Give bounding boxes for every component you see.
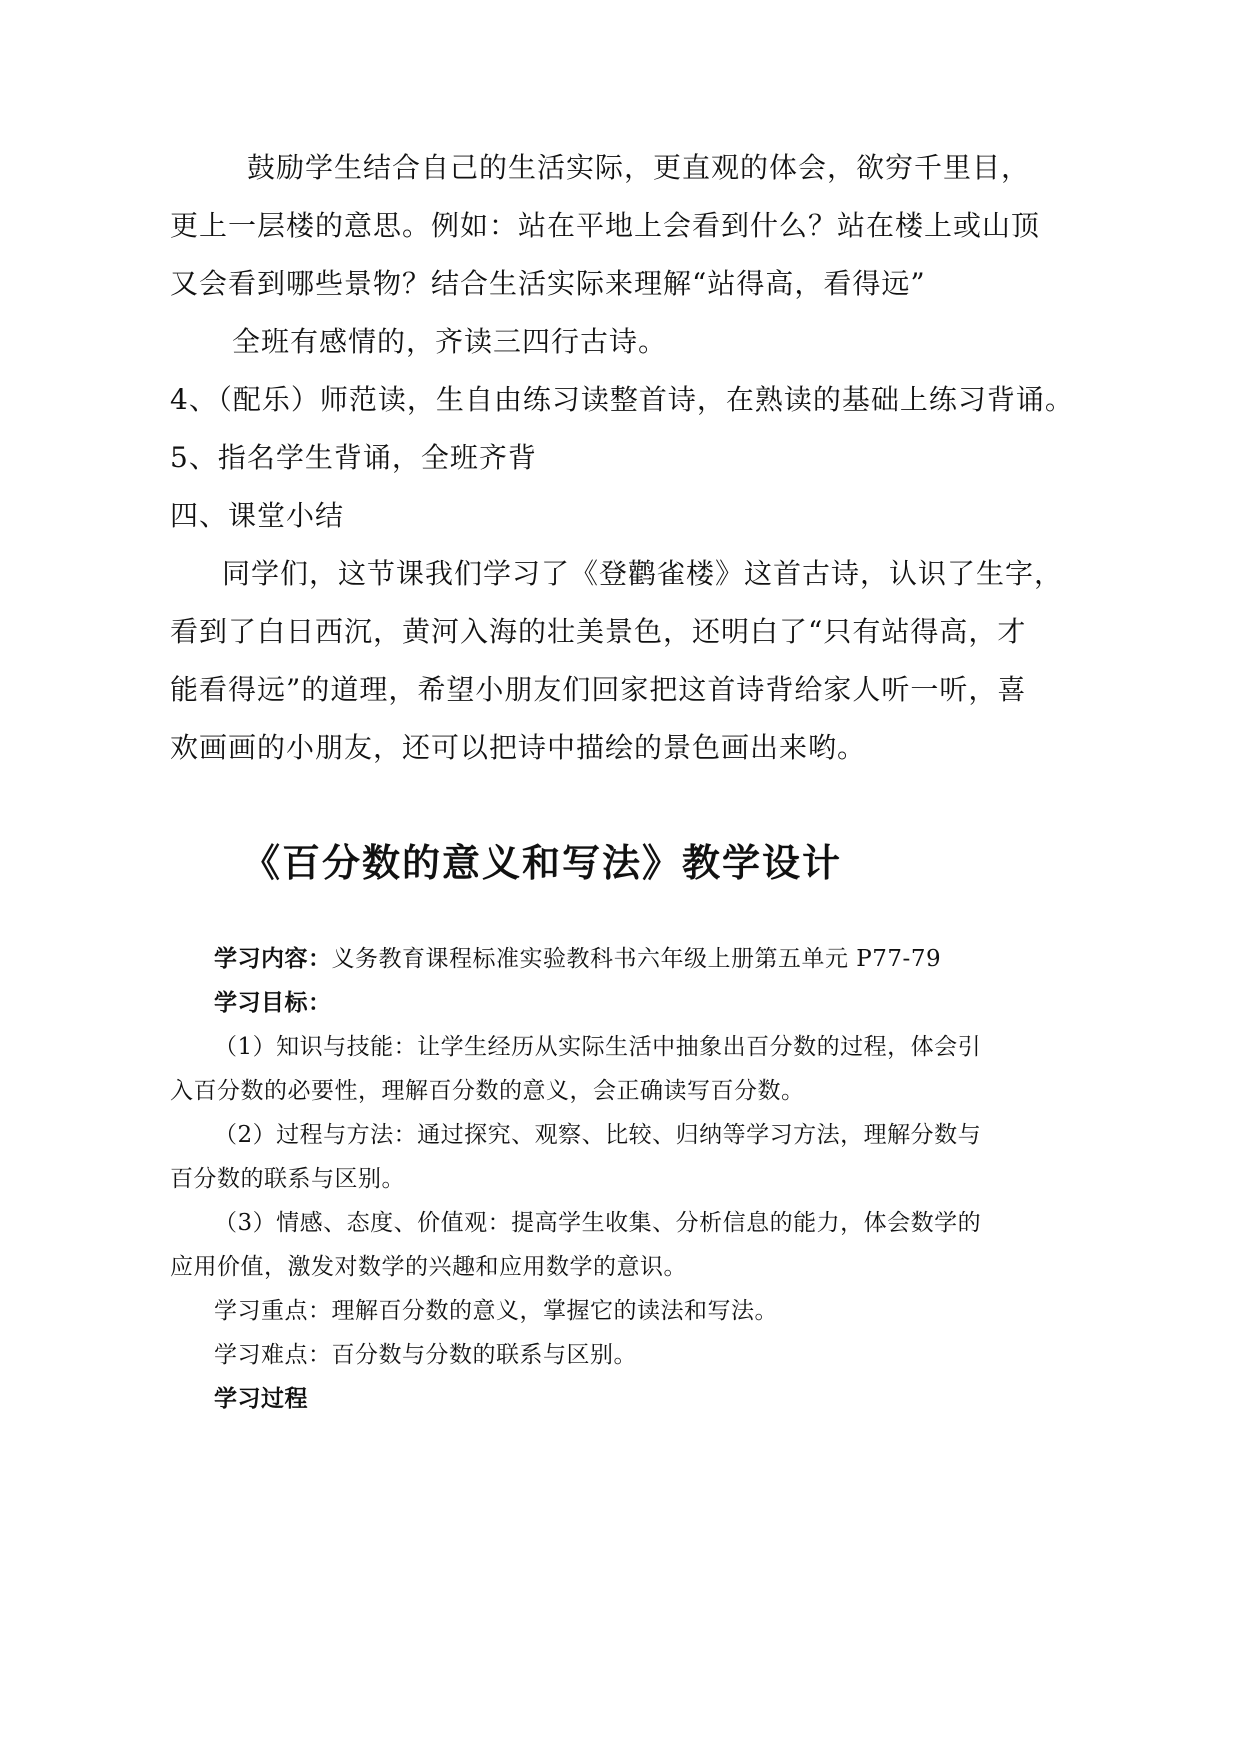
learning-content-label: 学习内容： bbox=[214, 946, 332, 972]
difficulty: 学习难点：百分数与分数的联系与区别。 bbox=[214, 1342, 637, 1368]
learning-content-value: 义务教育课程标准实验教科书六年级上册第五单元 P77-79 bbox=[331, 946, 942, 972]
summary-line: 能看得远”的道理，希望小朋友们回家把这首诗背给家人听一听，喜 bbox=[170, 673, 1027, 706]
goal-line: 应用价值，激发对数学的兴趣和应用数学的意识。 bbox=[170, 1254, 687, 1280]
paragraph-line: 又会看到哪些景物？结合生活实际来理解“站得高，看得远” bbox=[170, 267, 926, 300]
section-heading: 四、课堂小结 bbox=[170, 499, 345, 532]
learning-goals-label: 学习目标： bbox=[214, 990, 332, 1016]
key-point: 学习重点：理解百分数的意义，掌握它的读法和写法。 bbox=[214, 1298, 778, 1324]
goal-line: 入百分数的必要性，理解百分数的意义，会正确读写百分数。 bbox=[170, 1078, 805, 1104]
step-4: 4、（配乐）师范读，生自由练习读整首诗，在熟读的基础上练习背诵。 bbox=[170, 383, 1074, 416]
learning-content bbox=[214, 940, 941, 973]
goal-line: 百分数的联系与区别。 bbox=[170, 1166, 405, 1192]
goal-line: （2）过程与方法：通过探究、观察、比较、归纳等学习方法，理解分数与 bbox=[214, 1122, 982, 1148]
summary-line: 看到了白日西沉，黄河入海的壮美景色，还明白了“只有站得高，才 bbox=[170, 615, 1027, 648]
paragraph-line: 更上一层楼的意思。例如：站在平地上会看到什么？站在楼上或山顶 bbox=[170, 209, 1041, 242]
paragraph-line: 鼓励学生结合自己的生活实际，更直观的体会，欲穷千里目， bbox=[247, 151, 1031, 184]
goal-line: （1）知识与技能：让学生经历从实际生活中抽象出百分数的过程，体会引 bbox=[214, 1034, 982, 1060]
paragraph-line: 全班有感情的，齐读三四行古诗。 bbox=[232, 325, 668, 358]
document-title: 《百分数的意义和写法》教学设计 bbox=[242, 841, 843, 885]
goal-line: （3）情感、态度、价值观：提高学生收集、分析信息的能力，体会数学的 bbox=[214, 1210, 982, 1236]
summary-line: 同学们，这节课我们学习了《登鹳雀楼》这首古诗，认识了生字， bbox=[222, 557, 1064, 590]
summary-line: 欢画画的小朋友，还可以把诗中描绘的景色画出来哟。 bbox=[170, 731, 867, 764]
learning-process-label: 学习过程 bbox=[214, 1386, 308, 1412]
step-5: 5、指名学生背诵，全班齐背 bbox=[170, 441, 537, 474]
